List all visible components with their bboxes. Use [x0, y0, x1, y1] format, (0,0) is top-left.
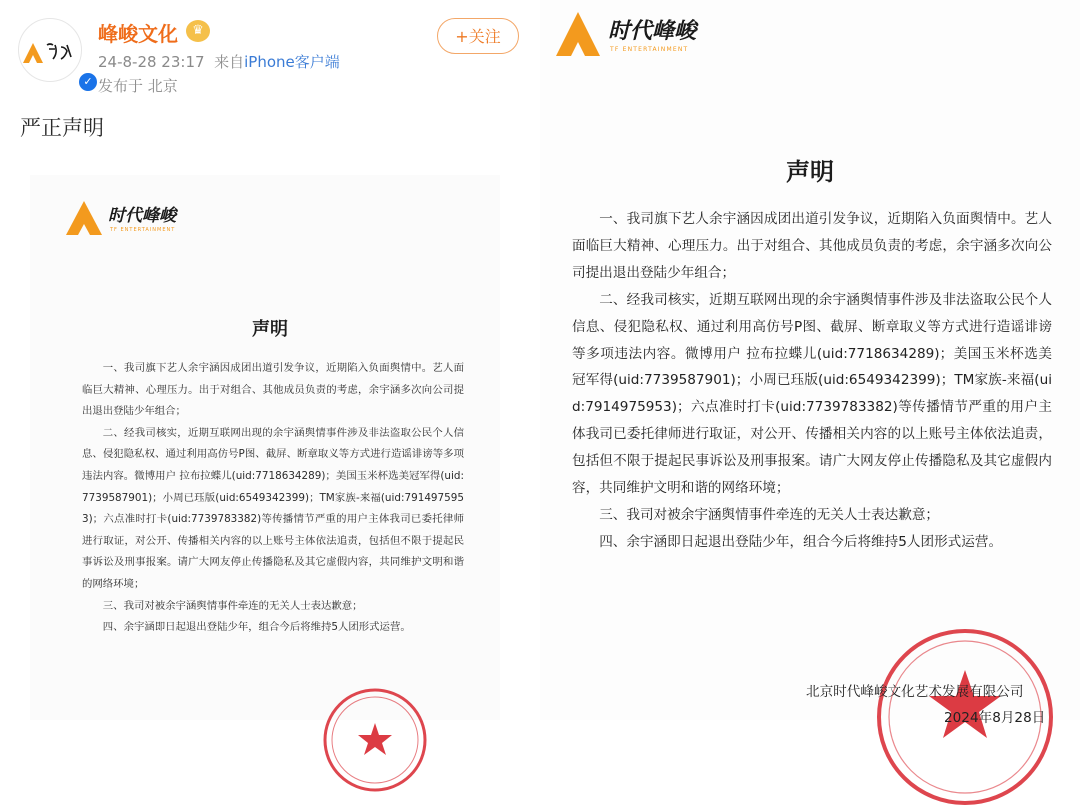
statement-date: 2024年8月28日	[944, 710, 1046, 726]
statement-body	[82, 358, 464, 639]
statement-paragraph: 二、经我司核实，近期互联网出现的余宇涵舆情事件涉及非法盗取公民个人信息、侵犯隐私权、通过利用高仿号P图、截屏、断章取义等方式进行造谣诽谤等多项违法内容。微博用户 拉布拉蝶儿(uid:7718634289)；美国玉米杯选美冠军得(uid:7739587901)；小周已珏版(uid:6549342399)；TM家族-来福(uid:7914975953)；六点准时打卡(uid:7739783382)等传播情节严重的用户主体我司已委托律师进行取证，对公开、传播相关内容的以上账号主体依法追责，包括但不限于提起民事诉讼及刑事报案。请广大网友停止传播隐私及其它虚假内容，共同维护文明和谐的网络环境；	[82, 426, 464, 590]
logo-subtext: TF ENTERTAINMENT	[110, 227, 176, 233]
statement-paragraph: 四、余宇涵即日起退出登陆少年，组合今后将维持5人团形式运营。	[599, 533, 1003, 550]
post-timestamp: 24-8-28 23:17	[98, 53, 205, 71]
post-meta	[98, 51, 340, 72]
statement-paragraph: 四、余宇涵即日起退出登陆少年，组合今后将维持5人团形式运营。	[102, 621, 411, 634]
company-logo-icon	[556, 8, 716, 58]
weibo-post	[0, 0, 540, 720]
company-seal-icon	[320, 685, 430, 795]
statement-body	[572, 206, 1052, 556]
post-location: 发布于 北京	[98, 77, 178, 95]
company-name: 北京时代峰峻文化艺术发展有限公司	[806, 684, 1024, 700]
statement-paragraph: 三、我司对被余宇涵舆情事件牵连的无关人士表达歉意；	[102, 599, 363, 612]
company-logo-icon	[66, 197, 186, 237]
follow-button[interactable]: +关注	[437, 18, 519, 54]
vip-badge-icon: ♛	[186, 20, 210, 42]
verified-badge: ✓	[77, 71, 99, 93]
post-text: 严正声明	[20, 116, 104, 140]
logo-text: 时代峰峻	[608, 18, 697, 44]
logo-text: 时代峰峻	[108, 206, 176, 226]
post-source-client[interactable]: iPhone客户端	[244, 53, 340, 71]
statement-image-enlarged	[540, 0, 1080, 726]
user-avatar[interactable]	[18, 18, 93, 88]
statement-paragraph: 一、我司旗下艺人余宇涵因成团出道引发争议，近期陷入负面舆情中。艺人面临巨大精神、心理压力。出于对组合、其他成员负责的考虑，余宇涵多次向公司提出退出登陆少年组合；	[572, 211, 1052, 281]
avatar-logo-icon	[23, 35, 77, 65]
post-source-prefix: 来自	[214, 53, 245, 71]
statement-paragraph: 一、我司旗下艺人余宇涵因成团出道引发争议，近期陷入负面舆情中。艺人面临巨大精神、心理压力。出于对组合、其他成员负责的考虑，余宇涵多次向公司提出退出登陆少年组合；	[82, 362, 464, 418]
logo-subtext: TF ENTERTAINMENT	[610, 46, 689, 53]
statement-title: 声明	[786, 158, 834, 186]
statement-image-thumbnail[interactable]	[30, 175, 500, 720]
statement-paragraph: 三、我司对被余宇涵舆情事件牵连的无关人士表达歉意；	[599, 506, 940, 523]
statement-title: 声明	[252, 319, 288, 340]
statement-paragraph: 二、经我司核实，近期互联网出现的余宇涵舆情事件涉及非法盗取公民个人信息、侵犯隐私权、通过利用高仿号P图、截屏、断章取义等方式进行造谣诽谤等多项违法内容。微博用户 拉布拉蝶儿(uid:7718634289)；美国玉米杯选美冠军得(uid:7739587901)；小周已珏版(uid:6549342399)；TM家族-来福(uid:7914975953)；六点准时打卡(uid:7739783382)等传播情节严重的用户主体我司已委托律师进行取证，对公开、传播相关内容的以上账号主体依法追责，包括但不限于提起民事诉讼及刑事报案。请广大网友停止传播隐私及其它虚假内容，共同维护文明和谐的网络环境；	[572, 291, 1052, 497]
user-name[interactable]: 峰峻文化	[98, 22, 178, 46]
